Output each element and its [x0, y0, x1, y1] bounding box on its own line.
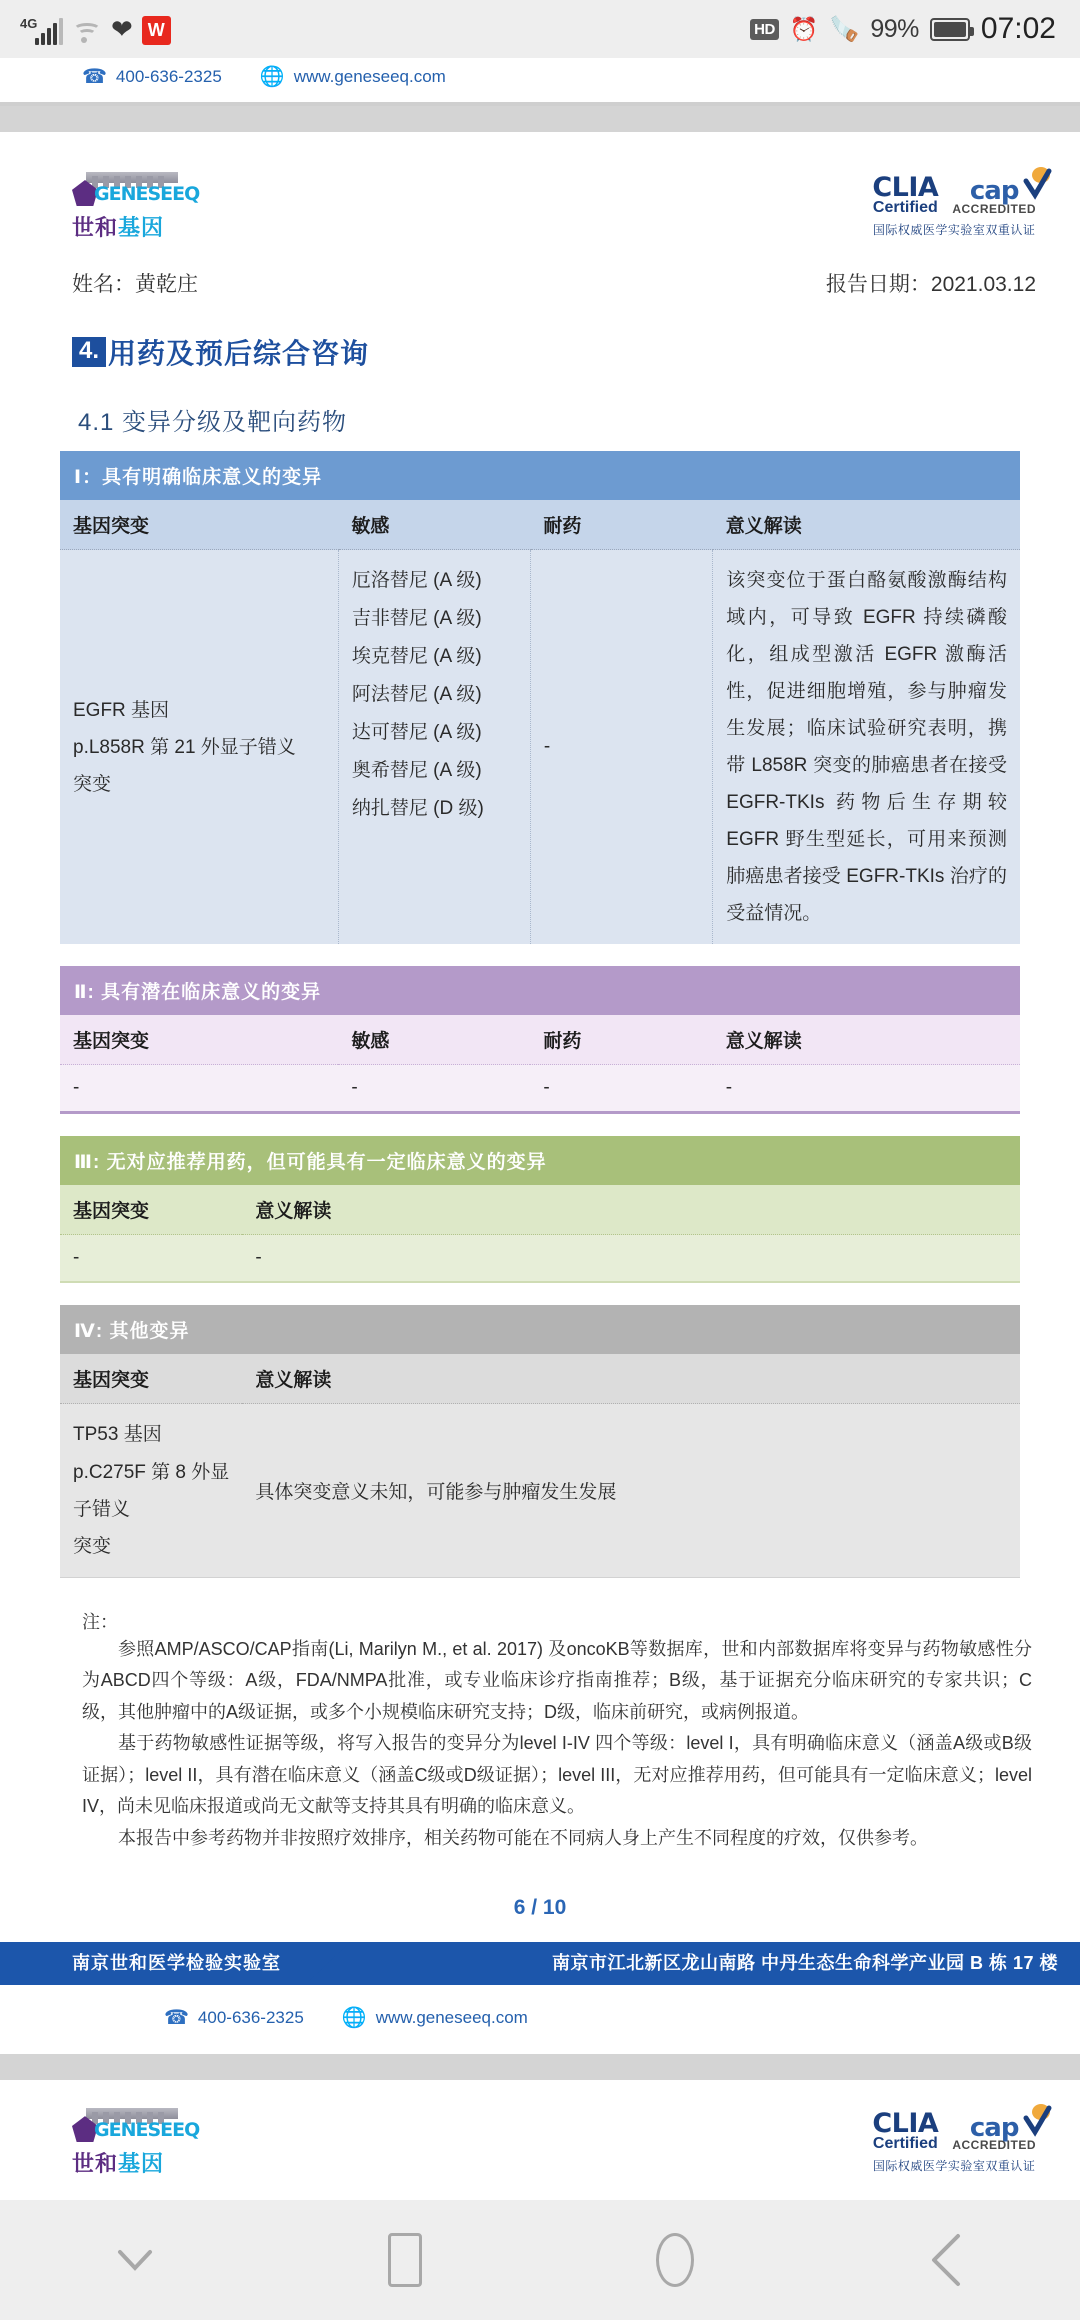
clia-subtitle: Certified [872, 198, 938, 216]
wifi-icon [72, 21, 102, 45]
page-gap-divider [0, 106, 1080, 132]
drug-item: 埃克替尼 (A 级) [351, 646, 482, 667]
certification-caption: 国际权威医学实验室双重认证 [872, 2158, 1036, 2173]
notes-label: 注： [82, 1611, 118, 1632]
cell-interpretation: - [713, 1065, 1020, 1113]
recents-icon[interactable] [335, 2200, 475, 2320]
cell-interpretation: 具体突变意义未知，可能参与肿瘤发生发展 [242, 1404, 1020, 1577]
status-bar [0, 0, 1080, 58]
table-title-level-4: Ⅳ: 其他变异 [60, 1305, 1020, 1354]
status-bar-left-icons [22, 14, 171, 45]
col-gene-mutation: 基因突变 [60, 1015, 338, 1065]
drug-item: 纳扎替尼 (D 级) [351, 798, 484, 819]
page-footer-band [0, 1942, 1080, 1982]
logo-chinese-name: 世和基因 [72, 215, 165, 240]
notes-paragraph-2: 基于药物敏感性证据等级，将写入报告的变异分为level I-IV 四个等级：level I，具有明确临床意义（涵盖A级或B级证据）；level II，具有潜在临床意义（涵盖C级或D级证据）；level III，无对应推荐用药，但可能具有一定临床意义；level IV，尚未见临床报道或尚无文献等支持其具有明确的临床意义。 [82, 1733, 1032, 1817]
table-row [60, 1065, 1020, 1113]
website-contact[interactable] [260, 67, 446, 87]
variant-table-level-2 [60, 966, 1020, 1114]
page-footer-contact [0, 1985, 1080, 2044]
battery-icon [930, 18, 970, 41]
table-header-row [60, 500, 1020, 550]
cell-interpretation: - [242, 1235, 1020, 1283]
geneseeq-logo [72, 2106, 200, 2178]
notes-paragraph-1: 参照AMP/ASCO/CAP指南(Li, Marilyn M., et al. 2017) 及oncoKB等数据库，世和内部数据库将变异与药物敏感性分为ABCD四个等级：A级，FDA/NMPA批准，或专业临床诊疗指南推荐；B级，基于证据充分临床研究的专家共识；C级，其他肿瘤中的A级证据，或多个小规模临床研究支持；D级，临床前研究，或病例报道。 [82, 1638, 1032, 1722]
previous-page-footer-contact [0, 58, 1080, 106]
alarm-icon: ⏰ [789, 15, 819, 42]
patient-info-row [0, 242, 1080, 298]
phone-contact[interactable] [164, 2008, 304, 2028]
cap-accredited-badge [952, 2112, 1036, 2153]
certification-badges [872, 2106, 1036, 2174]
subsection-heading-4-1: 4.1 变异分级及靶向药物 [78, 409, 348, 436]
drug-item: 奥希替尼 (A 级) [351, 760, 482, 781]
clia-subtitle: Certified [872, 2134, 938, 2152]
report-date: 报告日期：2021.03.12 [825, 273, 1036, 296]
logo-chinese-name: 世和基因 [72, 2151, 165, 2177]
phone-icon: ☎ [164, 2007, 189, 2030]
variant-table-level-1 [60, 451, 1020, 944]
globe-icon: 🌐 [259, 66, 285, 88]
col-interpretation: 意义解读 [242, 1354, 1020, 1404]
gene-variant-cont: 突变 [73, 773, 112, 795]
cell-sensitive-drugs [338, 550, 530, 945]
heartbeat-icon: ❤ [111, 13, 133, 44]
website-url: www.geneseeq.com [293, 67, 446, 86]
lab-address: 南京市江北新区龙山南路 中丹生态生命科学产业园 B 栋 17 楼 [551, 1953, 1058, 1974]
col-sensitive: 敏感 [338, 500, 530, 550]
notes-block [0, 1578, 1080, 1855]
table-row [60, 1404, 1020, 1577]
cell-gene-mutation: - [60, 1235, 242, 1283]
geneseeq-logo [72, 170, 200, 242]
hide-keyboard-chevron-icon[interactable] [65, 2200, 205, 2320]
back-icon[interactable] [875, 2200, 1015, 2320]
col-interpretation: 意义解读 [713, 1015, 1020, 1065]
page-number: 6 / 10 [513, 1896, 567, 1920]
cap-subtitle: ACCREDITED [952, 202, 1036, 217]
website-url: www.geneseeq.com [375, 2008, 528, 2028]
certification-badges [872, 170, 1036, 238]
table-header-row [60, 1015, 1020, 1065]
cap-accredited-badge [952, 176, 1036, 217]
phone-number: 400-636-2325 [197, 2008, 304, 2028]
clia-title: CLIA [872, 172, 939, 203]
table-title-level-1: Ⅰ：具有明确临床意义的变异 [60, 451, 1020, 500]
table-row [60, 550, 1020, 945]
section-heading-4 [0, 298, 1080, 372]
variant-table-level-3 [60, 1136, 1020, 1283]
col-gene-mutation: 基因突变 [60, 1354, 242, 1404]
col-resistant: 耐药 [530, 500, 712, 550]
logo-wordmark: GENESEEQ [94, 2119, 200, 2142]
cap-subtitle: ACCREDITED [952, 2138, 1036, 2153]
cell-gene-mutation [60, 1404, 242, 1577]
table-title-level-3: Ⅲ: 无对应推荐用药，但可能具有一定临床意义的变异 [60, 1136, 1020, 1185]
phone-number: 400-636-2325 [115, 67, 222, 86]
cell-resistant-drugs: - [530, 1065, 712, 1113]
clia-certified-badge [872, 2108, 939, 2152]
col-gene-mutation: 基因突变 [60, 1185, 242, 1235]
report-page-7-header [0, 2080, 1080, 2200]
globe-icon: 🌐 [341, 2007, 367, 2030]
android-navigation-bar [0, 2200, 1080, 2320]
home-icon[interactable] [605, 2200, 745, 2320]
cell-gene-mutation: - [60, 1065, 338, 1113]
status-bar-right-icons [750, 0, 1056, 58]
phone-contact[interactable] [82, 67, 222, 87]
cell-gene-mutation [60, 550, 338, 945]
signal-bars-icon [20, 15, 63, 45]
clock-label: 07:02 [980, 12, 1056, 45]
col-interpretation: 意义解读 [242, 1185, 1020, 1235]
gene-variant: p.C275F 第 8 外显子错义 [73, 1461, 230, 1520]
cell-interpretation: 该突变位于蛋白酪氨酸激酶结构域内，可导致 EGFR 持续磷酸化，组成型激活 EGFR 激酶活性，促进细胞增殖，参与肿瘤发生发展；临床试验研究表明，携带 L858R 突变的肺癌患者在接受 EGFR-TKIs 药物后生存期较 EGFR 野生型延长，可用来预测肺癌患者接受 EGFR-TKIs 治疗的受益情况。 [713, 550, 1020, 945]
cap-checkmark-icon [1022, 2104, 1052, 2138]
cap-title: cap [969, 176, 1019, 207]
page-header [0, 132, 1080, 242]
gene-variant-cont: 突变 [73, 1535, 112, 1557]
section-title: 用药及预后综合咨询 [108, 338, 370, 369]
cap-title: cap [969, 2112, 1019, 2143]
hd-icon: HD [750, 19, 779, 40]
drug-item: 阿法替尼 (A 级) [351, 684, 482, 705]
col-interpretation: 意义解读 [713, 500, 1020, 550]
battery-percent-label: 99% [870, 14, 919, 43]
drug-item: 吉非替尼 (A 级) [351, 608, 482, 629]
cap-checkmark-icon [1022, 167, 1052, 201]
table-title-level-2: Ⅱ: 具有潜在临床意义的变异 [60, 966, 1020, 1015]
phone-icon: ☎ [82, 66, 107, 88]
lab-name: 南京世和医学检验实验室 [72, 1953, 281, 1974]
clia-certified-badge [872, 172, 939, 216]
wps-office-icon: W [142, 16, 171, 45]
col-sensitive: 敏感 [338, 1015, 530, 1065]
notes-paragraph-3: 本报告中参考药物并非按照疗效排序，相关药物可能在不同病人身上产生不同程度的疗效，仅供参考。 [118, 1827, 928, 1848]
logo-wordmark: GENESEEQ [94, 183, 200, 205]
col-resistant: 耐药 [530, 1015, 712, 1065]
patient-name: 姓名：黄乾庄 [72, 273, 198, 296]
gene-variant: p.L858R 第 21 外显子错义 [73, 736, 296, 758]
certification-caption: 国际权威医学实验室双重认证 [872, 222, 1036, 237]
drug-item: 厄洛替尼 (A 级) [351, 570, 482, 591]
bluetooth-icon: 🪚 [829, 15, 860, 43]
table-header-row [60, 1185, 1020, 1235]
gene-name: TP53 基因 [73, 1424, 162, 1446]
network-type-label: 4G [20, 15, 38, 31]
variant-table-level-4 [60, 1305, 1020, 1577]
cell-resistant-drugs: - [530, 550, 712, 945]
drug-item: 达可替尼 (A 级) [351, 722, 482, 743]
report-page-6 [0, 132, 1080, 2054]
page-gap-divider-bottom [0, 2054, 1080, 2080]
clia-title: CLIA [872, 2108, 939, 2140]
table-row [60, 1235, 1020, 1283]
col-gene-mutation: 基因突变 [60, 500, 338, 550]
website-contact[interactable] [342, 2008, 528, 2028]
gene-name: EGFR 基因 [73, 699, 170, 721]
section-number-badge: 4. [72, 337, 106, 367]
cell-sensitive-drugs: - [338, 1065, 530, 1113]
table-header-row [60, 1354, 1020, 1404]
